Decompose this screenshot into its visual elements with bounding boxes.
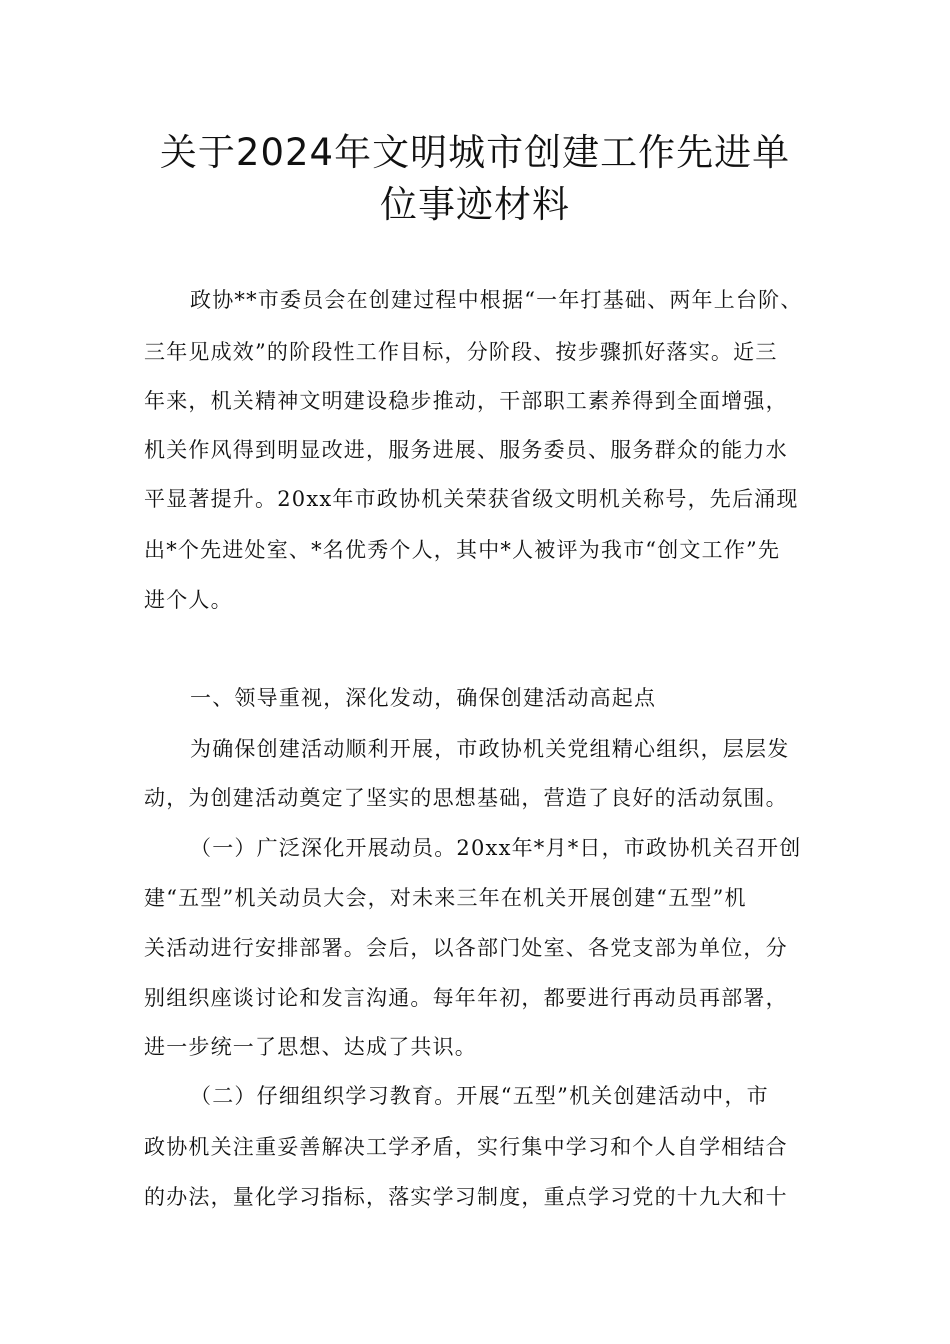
document-title-line-2: 位事迹材料	[380, 183, 570, 226]
paragraph-1-line-1: 政协**市委员会在创建过程中根据“一年打基础、两年上台阶、	[190, 288, 803, 312]
paragraph-1-line-3: 年来，机关精神文明建设稳步推动，干部职工素养得到全面增强，	[144, 389, 788, 413]
paragraph-3-line-1: （一）广泛深化开展动员。20xx年*月*日，市政协机关召开创	[190, 836, 802, 860]
paragraph-1-line-7: 进个人。	[144, 588, 233, 612]
paragraph-2-line-1: 为确保创建活动顺利开展，市政协机关党组精心组织，层层发	[190, 737, 790, 761]
section-heading-1: 一、领导重视，深化发动，确保创建活动高起点	[190, 686, 657, 710]
paragraph-4-line-1: （二）仔细组织学习教育。开展“五型”机关创建活动中，市	[190, 1084, 769, 1108]
paragraph-4-line-2: 政协机关注重妥善解决工学矛盾，实行集中学习和个人自学相结合	[144, 1135, 788, 1159]
paragraph-1-line-6: 出*个先进处室、*名优秀个人，其中*人被评为我市“创文工作”先	[144, 538, 781, 562]
paragraph-3-line-3: 关活动进行安排部署。会后，以各部门处室、各党支部为单位，分	[144, 936, 788, 960]
paragraph-1-line-4: 机关作风得到明显改进，服务进展、服务委员、服务群众的能力水	[144, 438, 788, 462]
paragraph-2-line-2: 动，为创建活动奠定了坚实的思想基础，营造了良好的活动氛围。	[144, 786, 788, 810]
paragraph-4-line-3: 的办法，量化学习指标，落实学习制度，重点学习党的十九大和十	[144, 1185, 788, 1209]
document-title-line-1: 关于2024年文明城市创建工作先进单	[159, 131, 791, 174]
paragraph-3-line-5: 进一步统一了思想、达成了共识。	[144, 1035, 477, 1059]
paragraph-1-line-5: 平显著提升。20xx年市政协机关荣获省级文明机关称号，先后涌现	[144, 487, 799, 511]
paragraph-3-line-4: 别组织座谈讨论和发言沟通。每年年初，都要进行再动员再部署，	[144, 986, 788, 1010]
paragraph-1-line-2: 三年见成效”的阶段性工作目标，分阶段、按步骤抓好落实。近三	[144, 340, 778, 364]
paragraph-3-line-2: 建“五型”机关动员大会，对未来三年在机关开展创建“五型”机	[144, 886, 747, 910]
